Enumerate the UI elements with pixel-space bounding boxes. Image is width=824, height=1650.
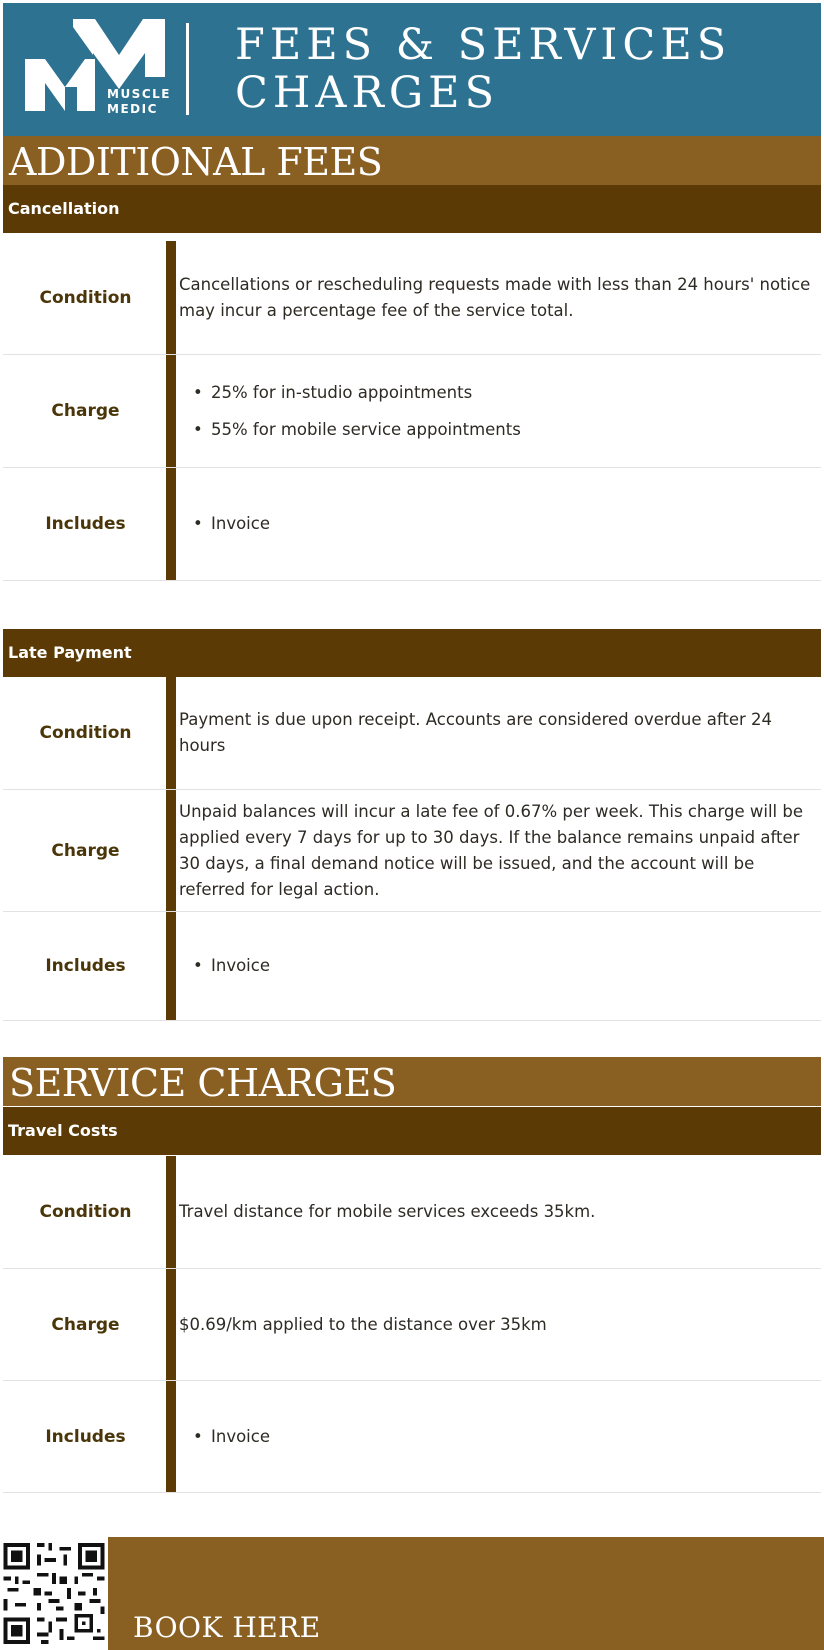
brand-line-2: MEDIC: [107, 102, 158, 116]
table-row: [3, 677, 821, 790]
row-label-charge: Charge: [51, 1314, 120, 1335]
row-label-includes: Includes: [45, 1426, 126, 1447]
includes-list: [179, 942, 270, 990]
list-item: • Invoice: [179, 511, 270, 537]
travel-costs-table: [3, 1156, 821, 1493]
row-label-charge: Charge: [51, 401, 120, 421]
table-row: [3, 468, 821, 581]
table-row: [3, 1269, 821, 1381]
table-row: [3, 790, 821, 912]
section-title-service-charges: SERVICE CHARGES: [3, 1057, 821, 1106]
booking-qr-code[interactable]: [0, 1537, 108, 1650]
logo-divider: [186, 23, 189, 115]
group-heading-travel-costs: Travel Costs: [3, 1107, 821, 1155]
charge-list: [179, 369, 521, 454]
row-value-condition: Travel distance for mobile services exceeds 35km.: [179, 1202, 596, 1221]
includes-list: [179, 500, 270, 548]
row-value-includes: [179, 1381, 815, 1492]
qr-code-icon: [0, 1537, 108, 1650]
section-title-additional-fees: ADDITIONAL FEES: [3, 136, 821, 185]
row-value-charge: [179, 355, 815, 467]
booking-footer: [0, 1537, 824, 1650]
row-value-includes: [179, 468, 815, 580]
row-label-condition: Condition: [39, 723, 132, 743]
row-label-condition: Condition: [39, 287, 132, 308]
table-row: [3, 241, 821, 355]
late-payment-table: [3, 677, 821, 1021]
book-here-link[interactable]: BOOK HERE: [133, 1611, 321, 1644]
row-label-condition: Condition: [39, 1202, 132, 1222]
row-value-includes: [179, 912, 815, 1020]
table-row: [3, 912, 821, 1021]
list-item: • Invoice: [179, 1424, 270, 1450]
row-label-includes: Includes: [45, 514, 126, 534]
page-title-line-1: FEES & SERVICES: [235, 20, 732, 70]
row-label-charge: Charge: [51, 840, 120, 861]
cancellation-table: [3, 233, 821, 581]
table-row: [3, 1381, 821, 1493]
table-row: [3, 355, 821, 468]
page-title: [235, 21, 731, 117]
brand-name: [107, 87, 171, 117]
row-value-charge: Unpaid balances will incur a late fee of 0.67% per week. This charge will be applied every 7 days for up to 30 days. If the balance remains unpaid after 30 days, a final demand notice will be issued, and the account will be referred for legal action.: [179, 801, 803, 899]
list-item: • 25% for in-studio appointments: [179, 380, 521, 406]
list-item: • 55% for mobile service appointments: [179, 417, 521, 443]
includes-list: [179, 1413, 270, 1461]
brand-line-1: MUSCLE: [107, 87, 171, 101]
group-heading-cancellation: Cancellation: [3, 185, 821, 233]
list-item: • Invoice: [179, 953, 270, 979]
row-label-includes: Includes: [45, 956, 126, 976]
table-row: [3, 1156, 821, 1269]
page-header: [3, 3, 821, 139]
row-value-condition: Cancellations or rescheduling requests made with less than 24 hours' notice may incur a percentage fee of the service total.: [179, 274, 811, 320]
group-heading-late-payment: Late Payment: [3, 629, 821, 677]
row-value-condition: Payment is due upon receipt. Accounts are considered overdue after 24 hours: [179, 710, 772, 755]
page-title-line-2: CHARGES: [235, 68, 500, 118]
row-value-charge: $0.69/km applied to the distance over 35km: [179, 1314, 547, 1334]
